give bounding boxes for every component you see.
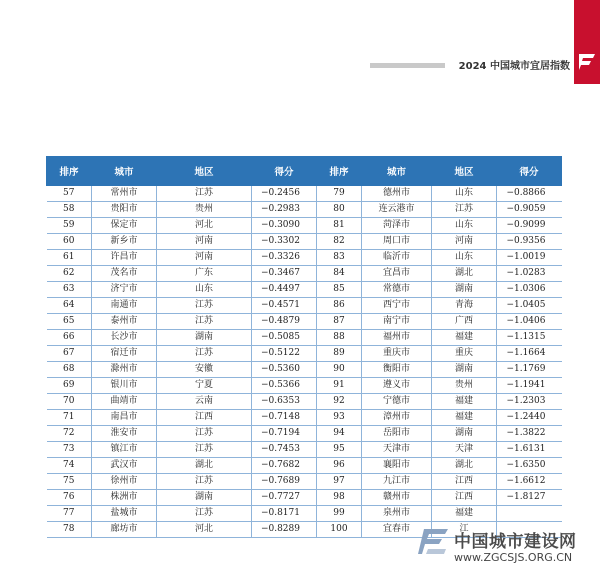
- score-cell: −0.8866: [497, 186, 562, 202]
- score-cell: −0.4497: [252, 282, 317, 298]
- rank-cell: 62: [47, 266, 92, 282]
- table-row: [47, 218, 562, 234]
- table-row: [47, 474, 562, 490]
- region-cell: 贵州: [432, 378, 497, 394]
- city-cell: 淮安市: [92, 426, 157, 442]
- city-cell: 济宁市: [92, 282, 157, 298]
- score-cell: −1.1769: [497, 362, 562, 378]
- rank-cell: 60: [47, 234, 92, 250]
- brand-corner-logo: [574, 0, 600, 84]
- table-header-row: [47, 157, 562, 186]
- table-row: [47, 266, 562, 282]
- score-cell: −0.9356: [497, 234, 562, 250]
- city-cell: 徐州市: [92, 474, 157, 490]
- table-row: [47, 506, 562, 522]
- region-cell: 江苏: [432, 202, 497, 218]
- table-row: [47, 314, 562, 330]
- table-row: [47, 202, 562, 218]
- score-cell: −1.6612: [497, 474, 562, 490]
- score-cell: [497, 506, 562, 522]
- rank-cell: 96: [317, 458, 362, 474]
- score-cell: −0.7682: [252, 458, 317, 474]
- watermark-site-name: 中国城市建设网: [454, 532, 577, 552]
- score-cell: −1.6131: [497, 442, 562, 458]
- city-cell: 泰州市: [92, 314, 157, 330]
- header-rule: [370, 63, 445, 68]
- column-header: 城市: [92, 157, 157, 186]
- score-cell: −0.5366: [252, 378, 317, 394]
- city-cell: 滁州市: [92, 362, 157, 378]
- city-cell: 镇江市: [92, 442, 157, 458]
- score-cell: −1.8127: [497, 490, 562, 506]
- rank-cell: 70: [47, 394, 92, 410]
- score-cell: −1.1941: [497, 378, 562, 394]
- rank-cell: 68: [47, 362, 92, 378]
- score-cell: −1.0406: [497, 314, 562, 330]
- score-cell: −1.0019: [497, 250, 562, 266]
- city-cell: 常德市: [362, 282, 432, 298]
- region-cell: 江苏: [157, 442, 252, 458]
- score-cell: −0.7689: [252, 474, 317, 490]
- score-cell: −1.2303: [497, 394, 562, 410]
- rank-cell: 69: [47, 378, 92, 394]
- column-header: 地区: [432, 157, 497, 186]
- region-cell: 广西: [432, 314, 497, 330]
- city-cell: 襄阳市: [362, 458, 432, 474]
- city-cell: 银川市: [92, 378, 157, 394]
- rank-cell: 91: [317, 378, 362, 394]
- rank-cell: 85: [317, 282, 362, 298]
- region-cell: 河南: [157, 250, 252, 266]
- score-cell: −1.2440: [497, 410, 562, 426]
- table-row: [47, 282, 562, 298]
- region-cell: 江苏: [157, 314, 252, 330]
- score-cell: −0.7727: [252, 490, 317, 506]
- region-cell: 云南: [157, 394, 252, 410]
- region-cell: 广东: [157, 266, 252, 282]
- brand-logo-icon: [575, 50, 599, 74]
- table-row: [47, 394, 562, 410]
- score-cell: −0.3302: [252, 234, 317, 250]
- score-cell: −0.4879: [252, 314, 317, 330]
- rank-cell: 84: [317, 266, 362, 282]
- rank-cell: 74: [47, 458, 92, 474]
- rank-cell: 78: [47, 522, 92, 538]
- rank-cell: 57: [47, 186, 92, 202]
- city-cell: 曲靖市: [92, 394, 157, 410]
- city-cell: 南宁市: [362, 314, 432, 330]
- rank-cell: 82: [317, 234, 362, 250]
- city-cell: 周口市: [362, 234, 432, 250]
- region-cell: 福建: [432, 410, 497, 426]
- score-cell: −0.5122: [252, 346, 317, 362]
- rank-cell: 93: [317, 410, 362, 426]
- region-cell: 江苏: [157, 298, 252, 314]
- score-cell: −0.6353: [252, 394, 317, 410]
- region-cell: 福建: [432, 394, 497, 410]
- score-cell: −0.8171: [252, 506, 317, 522]
- city-cell: 九江市: [362, 474, 432, 490]
- score-cell: −0.3326: [252, 250, 317, 266]
- rank-cell: 97: [317, 474, 362, 490]
- table-row: [47, 362, 562, 378]
- region-cell: 天津: [432, 442, 497, 458]
- city-cell: 漳州市: [362, 410, 432, 426]
- region-cell: 河南: [157, 234, 252, 250]
- column-header: 排序: [47, 157, 92, 186]
- city-cell: 重庆市: [362, 346, 432, 362]
- region-cell: 江苏: [157, 506, 252, 522]
- table-row: [47, 250, 562, 266]
- city-cell: 许昌市: [92, 250, 157, 266]
- city-cell: 宜昌市: [362, 266, 432, 282]
- rank-cell: 88: [317, 330, 362, 346]
- score-cell: −0.9059: [497, 202, 562, 218]
- city-cell: 宿迁市: [92, 346, 157, 362]
- rank-cell: 61: [47, 250, 92, 266]
- region-cell: 湖南: [432, 362, 497, 378]
- score-cell: −0.7148: [252, 410, 317, 426]
- city-cell: 保定市: [92, 218, 157, 234]
- score-cell: −0.2456: [252, 186, 317, 202]
- region-cell: 江苏: [157, 474, 252, 490]
- rank-cell: 98: [317, 490, 362, 506]
- region-cell: 山东: [432, 218, 497, 234]
- score-cell: −0.3090: [252, 218, 317, 234]
- region-cell: 江苏: [157, 346, 252, 362]
- city-cell: 长沙市: [92, 330, 157, 346]
- region-cell: 湖南: [432, 282, 497, 298]
- rank-cell: 89: [317, 346, 362, 362]
- city-cell: 盐城市: [92, 506, 157, 522]
- rank-cell: 64: [47, 298, 92, 314]
- rank-cell: 86: [317, 298, 362, 314]
- rank-cell: 81: [317, 218, 362, 234]
- region-cell: 江: [432, 522, 497, 538]
- region-cell: 江苏: [157, 186, 252, 202]
- city-cell: 贵阳市: [92, 202, 157, 218]
- region-cell: 山东: [432, 250, 497, 266]
- table-row: [47, 490, 562, 506]
- table-row: [47, 378, 562, 394]
- city-cell: 常州市: [92, 186, 157, 202]
- region-cell: 贵州: [157, 202, 252, 218]
- city-cell: 菏泽市: [362, 218, 432, 234]
- region-cell: 宁夏: [157, 378, 252, 394]
- rank-cell: 100: [317, 522, 362, 538]
- score-cell: −1.3822: [497, 426, 562, 442]
- region-cell: 湖北: [157, 458, 252, 474]
- rank-cell: 59: [47, 218, 92, 234]
- watermark-url: www.ZGCSJS.ORG.CN: [454, 551, 573, 564]
- score-cell: −1.0283: [497, 266, 562, 282]
- column-header: 城市: [362, 157, 432, 186]
- page-header-title: 2024 中国城市宜居指数: [458, 61, 570, 72]
- score-cell: −1.0405: [497, 298, 562, 314]
- region-cell: 安徽: [157, 362, 252, 378]
- table-row: [47, 426, 562, 442]
- column-header: 排序: [317, 157, 362, 186]
- rank-cell: 67: [47, 346, 92, 362]
- column-header: 得分: [497, 157, 562, 186]
- rank-cell: 73: [47, 442, 92, 458]
- rank-cell: 80: [317, 202, 362, 218]
- city-cell: 廊坊市: [92, 522, 157, 538]
- rank-cell: 75: [47, 474, 92, 490]
- score-cell: −0.8289: [252, 522, 317, 538]
- region-cell: 江西: [432, 474, 497, 490]
- rank-cell: 72: [47, 426, 92, 442]
- city-cell: 新乡市: [92, 234, 157, 250]
- table-row: [47, 346, 562, 362]
- score-cell: −1.1315: [497, 330, 562, 346]
- rank-cell: 99: [317, 506, 362, 522]
- region-cell: 江西: [157, 410, 252, 426]
- region-cell: 湖南: [157, 330, 252, 346]
- city-cell: 赣州市: [362, 490, 432, 506]
- score-cell: −0.4571: [252, 298, 317, 314]
- city-cell: 南昌市: [92, 410, 157, 426]
- region-cell: 湖南: [157, 490, 252, 506]
- table-row: [47, 234, 562, 250]
- rank-cell: 76: [47, 490, 92, 506]
- city-cell: 西宁市: [362, 298, 432, 314]
- score-cell: −1.1664: [497, 346, 562, 362]
- city-cell: 南通市: [92, 298, 157, 314]
- region-cell: 山东: [157, 282, 252, 298]
- region-cell: 湖北: [432, 266, 497, 282]
- rank-cell: 94: [317, 426, 362, 442]
- rank-cell: 87: [317, 314, 362, 330]
- city-cell: 福州市: [362, 330, 432, 346]
- score-cell: −0.3467: [252, 266, 317, 282]
- region-cell: 青海: [432, 298, 497, 314]
- score-cell: −0.2983: [252, 202, 317, 218]
- table-row: [47, 330, 562, 346]
- city-cell: 连云港市: [362, 202, 432, 218]
- region-cell: 江西: [432, 490, 497, 506]
- rank-cell: 90: [317, 362, 362, 378]
- city-cell: 武汉市: [92, 458, 157, 474]
- region-cell: 山东: [432, 186, 497, 202]
- rank-cell: 58: [47, 202, 92, 218]
- table-row: [47, 458, 562, 474]
- score-cell: −0.5360: [252, 362, 317, 378]
- score-cell: −1.6350: [497, 458, 562, 474]
- rank-cell: 83: [317, 250, 362, 266]
- rank-cell: 71: [47, 410, 92, 426]
- column-header: 得分: [252, 157, 317, 186]
- score-cell: −1.0306: [497, 282, 562, 298]
- city-ranking-table: [46, 156, 562, 538]
- city-cell: 宜春市: [362, 522, 432, 538]
- city-cell: 宁德市: [362, 394, 432, 410]
- region-cell: 河北: [157, 522, 252, 538]
- score-cell: −0.7453: [252, 442, 317, 458]
- region-cell: 福建: [432, 330, 497, 346]
- rank-cell: 77: [47, 506, 92, 522]
- city-cell: 岳阳市: [362, 426, 432, 442]
- table-row: [47, 410, 562, 426]
- region-cell: 江苏: [157, 426, 252, 442]
- site-watermark: [418, 525, 600, 574]
- rank-cell: 63: [47, 282, 92, 298]
- city-cell: 株洲市: [92, 490, 157, 506]
- region-cell: 河北: [157, 218, 252, 234]
- city-cell: 德州市: [362, 186, 432, 202]
- city-cell: 天津市: [362, 442, 432, 458]
- table-row: [47, 442, 562, 458]
- region-cell: 重庆: [432, 346, 497, 362]
- table-row: [47, 186, 562, 202]
- city-cell: 遵义市: [362, 378, 432, 394]
- score-cell: −0.5085: [252, 330, 317, 346]
- city-cell: 茂名市: [92, 266, 157, 282]
- score-cell: −0.7194: [252, 426, 317, 442]
- rank-cell: 65: [47, 314, 92, 330]
- rank-cell: 95: [317, 442, 362, 458]
- rank-cell: 79: [317, 186, 362, 202]
- region-cell: 河南: [432, 234, 497, 250]
- watermark-logo-icon: [418, 527, 450, 557]
- table-row: [47, 298, 562, 314]
- city-cell: 衡阳市: [362, 362, 432, 378]
- score-cell: −0.9099: [497, 218, 562, 234]
- region-cell: 湖北: [432, 458, 497, 474]
- rank-cell: 92: [317, 394, 362, 410]
- city-cell: 临沂市: [362, 250, 432, 266]
- region-cell: 湖南: [432, 426, 497, 442]
- rank-cell: 66: [47, 330, 92, 346]
- city-cell: 泉州市: [362, 506, 432, 522]
- column-header: 地区: [157, 157, 252, 186]
- region-cell: 福建: [432, 506, 497, 522]
